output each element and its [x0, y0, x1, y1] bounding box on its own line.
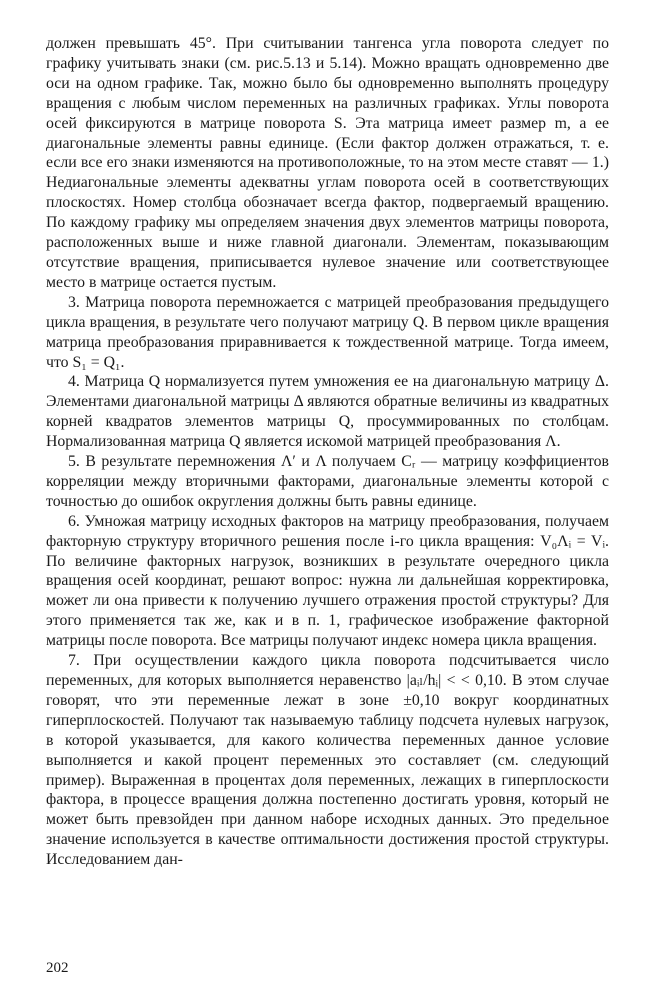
paragraph-item-7: 7. При осуществлении каждого цикла поворота подсчитывается число переменных, для которых выполняется неравенство |aᵢₗ/hᵢ| < < 0,10. В этом случае говорят, что эти переменные лежат в зоне ±0,10 вокруг координатных гиперплоскостей. Получают так называемую таблицу подсчета нулевых нагрузок, в которой указывается, для какого количества переменных данное условие выполняется и какой процент переменных это составляет (см. следующий пример). Выраженная в процентах доля переменных, лежащих в гиперплоскости фактора, в процессе вращения должна постепенно достигать уровня, который не может быть превзойден при данном наборе исходных данных. Это предельное значение используется в качестве оптимальности достижения простой структуры. Исследованием дан-	[46, 652, 609, 869]
body-text	[46, 34, 609, 870]
paragraph-item-5: 5. В результате перемножения Λ′ и Λ получаем Cᵣ — матрицу коэффициентов корреляции между вторичными факторами, диагональные элементы которой с точностью до ошибок округления должны быть равны единице.	[46, 453, 609, 510]
paragraph-item-4: 4. Матрица Q нормализуется путем умножения ее на диагональную матрицу Δ. Элементами диагональной матрицы Δ являются обратные величины из квадратных корней квадратов элементов матрицы Q, просуммированных по столбцам. Нормализованная матрица Q является искомой матрицей преобразования Λ.	[46, 373, 609, 451]
paragraph-item-3: 3. Матрица поворота перемножается с матрицей преобразования предыдущего цикла вращения, в результате чего получают матрицу Q. В первом цикле вращения матрица преобразования приравнивается к тождественной матрице. Тогда имеем, что S₁ = Q₁.	[46, 293, 609, 371]
page-number: 202	[46, 960, 69, 976]
paragraph-item-6: 6. Умножая матрицу исходных факторов на матрицу преобразования, получаем факторную структуру вторичного решения после i-го цикла вращения: V₀Λᵢ = Vᵢ. По величине факторных нагрузок, возникших в результате очередного цикла вращения осей координат, решают вопрос: нужна ли дальнейшая корректировка, может ли она привести к получению лучшего отражения простой структуры? Для этого применяется так же, как и в п. 1, графическое изображение факторной матрицы после поворота. Все матрицы получают индекс номера цикла вращения.	[46, 512, 609, 650]
paragraph-continued: должен превышать 45°. При считывании тангенса угла поворота следует по графику учитывать знаки (см. рис.5.13 и 5.14). Можно вращать одновременно две оси на одном графике. Так, можно было бы одновременно выполнять процедуру вращения с любым числом переменных на различных графиках. Углы поворота осей фиксируются в матрице поворота S. Эта матрица имеет размер m, а ее диагональные элементы равны единице. (Если фактор должен отражаться, т. е. если все его знаки изменяются на противоположные, то на этом месте ставят — 1.) Недиагональные элементы адекватны углам поворота осей в соответствующих плоскостях. Номер столбца обозначает всегда фактор, подвергаемый вращению. По каждому графику мы определяем значения двух элементов матрицы поворота, расположенных выше и ниже главной диагонали. Элементам, показывающим отсутствие вращения, приписывается нулевое значение или соответствующее место в матрице остается пустым.	[46, 35, 609, 291]
